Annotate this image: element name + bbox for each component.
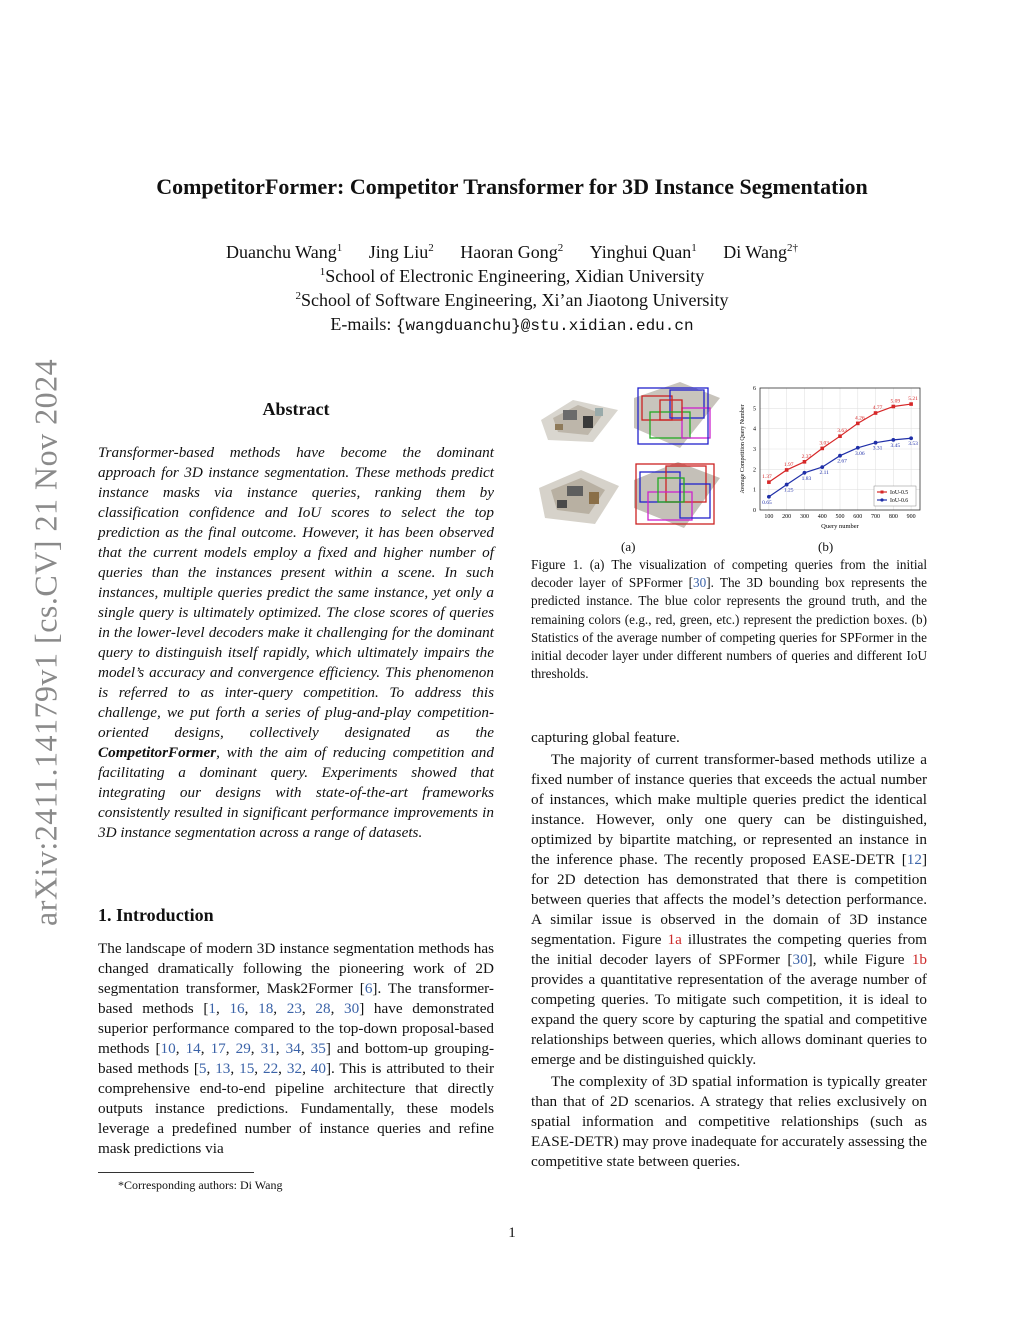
citation-link[interactable]: 30 [693,575,707,591]
chart-data-label: 2.67 [837,458,847,465]
chart-data-point [785,483,789,487]
chart-data-label: 3.03 [819,440,830,447]
chart-data-label: 4.26 [854,415,865,422]
scene-thumbnail [533,458,623,532]
introduction-paragraph: The landscape of modern 3D instance segmentation methods has changed dramatically following the pioneering work of 2D segmentation transformer, Mask2Former [6]. The transformer-based methods [1, 16, 18, 23, 28, 30] have demonstrated superior performance compared to the top-down proposal-based methods [10, 14, 17, 29, 31, 34, 35] and bottom-up grouping-based methods [5, 13, 15, 22, 32, 40]. This is attributed to their comprehensive end-to-end pipeline architecture that directly outputs instance predictions. Fundamentally, these models leverage a predefined number of instance queries and refine mask predictions via [98,940,495,1157]
citation-link[interactable]: 13 [215,1060,231,1077]
chart-data-point [909,436,913,440]
paragraph: capturing global feature. [531,729,680,746]
citation-link[interactable]: 18 [258,1000,274,1017]
chart-data-point [785,468,789,472]
email-line: E-mails: {wangduanchu}@stu.xidian.edu.cn [330,314,694,335]
footnote: *Corresponding authors: Di Wang [118,1178,283,1192]
chart-x-axis-label: Query number [821,523,859,530]
subfigure-label-a: (a) [621,539,636,554]
chart-y-tick-label: 0 [753,508,756,514]
chart-data-point [856,446,860,450]
chart-data-point [803,460,807,464]
subfigure-label-b: (b) [818,539,834,554]
citation-link[interactable]: 35 [310,1040,326,1057]
author: Jing Liu$^2$ [368,242,434,262]
chart-data-label: 1.37 [762,474,772,481]
chart-y-tick-label: 6 [753,386,756,392]
chart-data-point [856,422,860,426]
author: Duanchu Wang$^1$ [226,242,343,262]
arxiv-identifier: arXiv:2411.14179v1 [cs.CV] 21 Nov 2024 [27,358,64,927]
chart-y-tick-label: 4 [753,426,756,433]
chart-x-tick-label: 800 [888,514,898,520]
chart-x-tick-label: 100 [764,514,774,520]
abstract-heading: Abstract [262,399,330,419]
chart-legend-label: IoU-0.5 [890,490,909,496]
chart-data-point [874,441,878,445]
paragraph: The majority of current transformer-based methods utilize a fixed number of instance queries that exceeds the actual number of instances, which make multiple queries predict the identical instance. However, only one query can be distinguished, optimized by bipartite matching, or represented an instance in the inference phase. The recently proposed EASE-DETR [12] for 2D detection has demonstrated that there is competition between queries that affects the model’s detection performance. A similar issue is observed in the domain of 3D instance segmentation. Figure 1a illustrates the competing queries from the initial decoder layers of SPFormer [30], while Figure 1b provides a quantitative representation of the average number of competing queries. To mitigate such competition, it is ideal to expand the query score by capturing the spatial and competitive relationships between queries, which allows dominant queries to emerge and be distinguished quickly. [531,751,928,1068]
author: Yinghui Quan$^1$ [589,242,697,262]
figure-link[interactable]: 1a [667,931,682,948]
chart-data-point [891,438,895,442]
citation-link[interactable]: 30 [344,1000,360,1017]
chart-data-point [820,465,824,469]
chart-y-axis-label: Average Competition Query Number [740,404,746,494]
chart-data-point [909,402,913,406]
chart-data-label: 2.37 [801,453,812,460]
author-list [0,240,1024,264]
competing-queries-visualization [630,456,722,532]
chart-legend-label: IoU-0.6 [890,498,909,504]
author: Haoran Gong$^2$ [460,242,564,262]
citation-link[interactable]: 29 [235,1040,251,1057]
citation-link[interactable]: 30 [792,951,808,968]
chart-data-point [820,447,824,451]
chart-x-tick-label: 300 [799,514,809,520]
chart-data-label: 3.63 [837,428,847,435]
right-column-text [531,728,927,1174]
footnote-rule [98,1172,254,1173]
email-address[interactable]: {wangduanchu}@stu.xidian.edu.cn [395,317,694,335]
citation-link[interactable]: 16 [229,1000,245,1017]
chart-data-point [874,411,878,415]
citation-link[interactable]: 12 [906,851,922,868]
citation-link[interactable]: 17 [210,1040,226,1057]
chart-data-point [892,405,896,409]
chart-x-tick-label: 200 [782,514,792,520]
chart-data-point [767,480,771,484]
author: Di Wang$^{2\dagger}$ [723,242,798,262]
chart-data-label: 3.06 [854,450,865,457]
chart-legend [874,486,916,506]
chart-data-point [803,471,807,475]
citation-link[interactable]: 28 [315,1000,331,1017]
chart-legend-marker [881,491,884,494]
chart-data-label: 5.09 [890,398,901,405]
citation-link[interactable]: 1 [208,1000,216,1017]
chart-data-point [838,434,842,438]
citation-link[interactable]: 10 [160,1040,176,1057]
paragraph: The complexity of 3D spatial information is typically greater than that of 2D scenarios. A strategy that relies exclusively on spatial information and competitive relationships (such as EASE-DETR) may prove inadequate for accurately assessing the competitive state between queries. [531,1073,928,1170]
chart-data-label: 2.11 [819,470,829,477]
chart-x-tick-label: 500 [835,514,845,520]
figure-caption: Figure 1. (a) The visualization of competing queries from the initial decoder layer of SPFormer [30]. The 3D bounding box represents the predicted instance. The blue color represents the ground truth, and the remaining colors (e.g., red, green, etc.) represent the prediction boxes. (b) Statistics of the average number of competing queries for SPFormer in the initial decoder layer under different numbers of queries and different IoU thresholds. [531,557,927,682]
chart-x-tick-label: 700 [871,514,881,520]
chart-y-tick-label: 2 [753,467,756,474]
chart-data-point [767,495,771,499]
citation-link[interactable]: 34 [285,1040,301,1057]
citation-link[interactable]: 14 [185,1040,201,1057]
affiliation: $^1$School of Electronic Engineering, Xidian University [319,266,705,286]
chart-y-tick-label: 5 [753,406,756,413]
chart-y-tick-label: 1 [753,487,756,494]
citation-link[interactable]: 6 [364,980,373,997]
chart-data-label: 1.97 [783,461,794,468]
chart-data-label: 4.77 [872,405,883,412]
chart-data-label: 1.25 [783,487,794,494]
chart-data-point [838,454,842,458]
chart-x-tick-label: 900 [906,514,916,520]
citation-link[interactable]: 31 [260,1040,276,1057]
chart-data-label: 1.83 [801,475,812,482]
chart-x-tick-label: 400 [817,514,827,520]
citation-link[interactable]: 22 [262,1060,279,1077]
abstract-text: Transformer-based methods have become the dominant approach for 3D instance segmentation. These methods predict instance masks via instance queries, ranking them by classification confidence and IoU scores to select the top prediction as the final outcome. However, it has been observed that the current models employ a fixed and higher number of queries than the instances present within a scene. In such instances, multiple queries predict the same instance, yet only a single query is ultimately optimized. The close scores of queries in the lower-level decoders make it challenging for the dominant query to distinguish itself rapidly, which ultimately impairs the model’s accuracy and convergence efficiency. This phenomenon is referred to as inter-query competition. To address this challenge, we put forth a series of plug-and-play competition-oriented designs, collectively designated as the CompetitorFormer, with the aim of reducing competition and facilitating a dominant query. Experiments showed that integrating our designs with state-of-the-art frameworks consistently resulted in significant performance improvements in 3D instance segmentation across a range of datasets. [98,444,494,841]
chart-data-label: 0.65 [762,499,772,506]
citation-link[interactable]: 32 [286,1060,303,1077]
chart-data-label: 3.53 [908,441,918,448]
paper-title: CompetitorFormer: Competitor Transformer for 3D Instance Segmentation [156,174,868,199]
citation-link[interactable]: 40 [310,1060,326,1077]
citation-link[interactable]: 15 [239,1060,255,1077]
chart-legend-marker [880,498,883,501]
chart-data-label: 5.21 [908,396,918,403]
chart-x-tick-label: 600 [853,514,863,520]
page-number: 1 [508,1225,516,1241]
competition-chart [728,380,926,536]
chart-y-tick-label: 3 [753,447,756,453]
author-block [0,240,1024,338]
scene-thumbnail [533,380,623,452]
citation-link[interactable]: 23 [286,1000,302,1017]
citation-link[interactable]: 5 [198,1060,207,1077]
figure-link[interactable]: 1b [911,951,928,968]
competing-queries-visualization [630,378,722,452]
affiliation: $^2$School of Software Engineering, Xi’an Jiaotong University [295,290,729,310]
section-heading-introduction: 1. Introduction [98,905,214,925]
chart-data-label: 3.45 [890,442,901,449]
chart-data-label: 3.31 [872,445,883,452]
